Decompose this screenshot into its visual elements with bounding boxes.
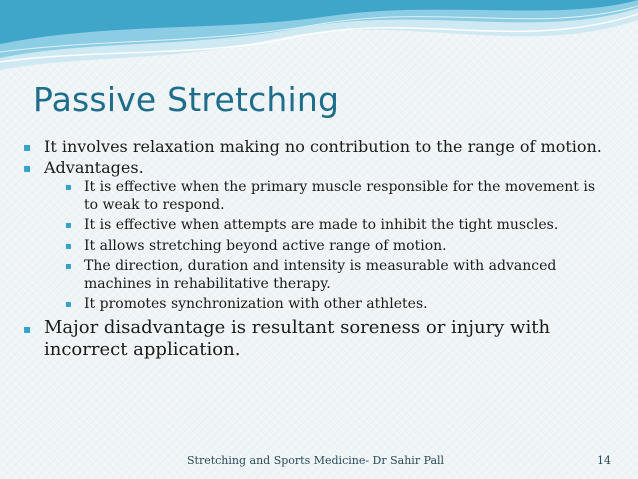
sub-bullet-text: It allows stretching beyond active range of motion. bbox=[84, 237, 447, 254]
sub-bullet-item bbox=[20, 296, 610, 314]
sub-bullet-item bbox=[20, 217, 610, 235]
sub-bullet-item bbox=[20, 238, 610, 256]
sub-bullet-text: It is effective when the primary muscle responsible for the movement is to weak to respond. bbox=[84, 179, 596, 213]
bullet-icon: ▪ bbox=[23, 161, 32, 175]
bullet-item bbox=[20, 317, 610, 361]
bullet-icon: ▪ bbox=[65, 220, 72, 231]
sub-bullet-item bbox=[20, 258, 610, 293]
bullet-icon: ▪ bbox=[65, 182, 72, 193]
bullet-list bbox=[20, 137, 610, 362]
bullet-item bbox=[20, 158, 610, 178]
slide-footer: Stretching and Sports Medicine- Dr Sahir Pall bbox=[187, 454, 445, 467]
sub-bullet-text: It is effective when attempts are made to inhibit the tight muscles. bbox=[84, 217, 559, 233]
bullet-icon: ▪ bbox=[23, 140, 32, 154]
bullet-icon: ▪ bbox=[23, 321, 32, 336]
sub-bullet-text: The direction, duration and intensity is measurable with advanced machines in rehabilitative therapy. bbox=[84, 258, 557, 292]
bullet-item bbox=[20, 137, 610, 157]
bullet-icon: ▪ bbox=[65, 261, 72, 272]
bullet-icon: ▪ bbox=[65, 240, 72, 252]
slide-title: Passive Stretching bbox=[33, 80, 340, 119]
bullet-text: It involves relaxation making no contribution to the range of motion. bbox=[44, 137, 602, 156]
bullet-text: Advantages. bbox=[44, 158, 144, 177]
bullet-text: Major disadvantage is resultant soreness or injury with incorrect application. bbox=[44, 316, 551, 360]
header-wave-decoration bbox=[0, 0, 638, 80]
bullet-icon: ▪ bbox=[65, 299, 72, 310]
sub-bullet-text: It promotes synchronization with other athletes. bbox=[84, 296, 428, 312]
page-number: 14 bbox=[597, 454, 611, 467]
sub-bullet-item bbox=[20, 179, 610, 214]
